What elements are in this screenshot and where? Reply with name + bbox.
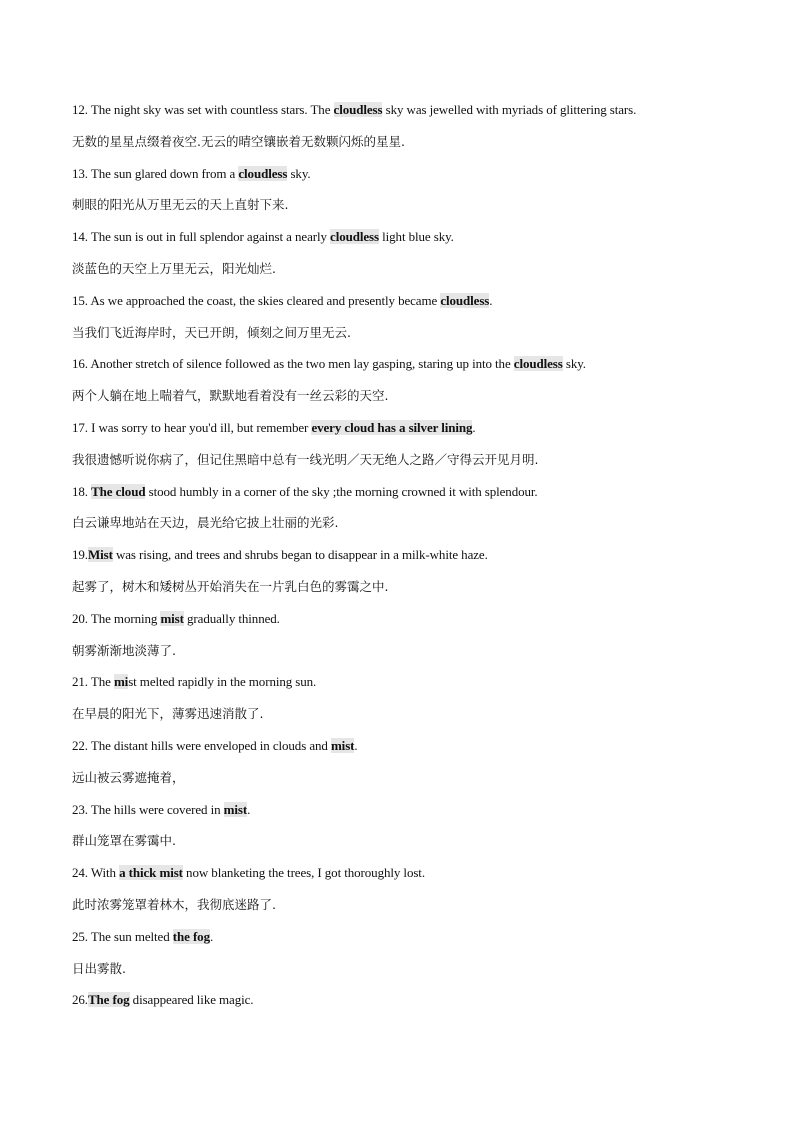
english-sentence <box>72 476 732 508</box>
sentence-text: . <box>209 928 214 944</box>
chinese-translation: 我很遗憾听说你病了，但记住黑暗中总有一线光明／天无绝人之路／守得云开见月明. <box>72 451 539 467</box>
chinese-translation: 群山笼罩在雾霭中. <box>72 833 176 849</box>
sentence-text: disappeared like magic. <box>129 992 254 1008</box>
highlighted-keyword: The fog <box>87 992 130 1008</box>
english-sentence <box>72 539 732 571</box>
chinese-translation: 无数的星星点缀着夜空.无云的晴空镶嵌着无数颗闪烁的星星. <box>72 133 405 149</box>
english-sentence <box>72 666 732 698</box>
sentence-text: 26. <box>72 992 88 1008</box>
english-sentence <box>72 603 732 635</box>
chinese-translation: 淡蓝色的天空上万里无云，阳光灿烂. <box>72 260 276 276</box>
highlighted-keyword: cloudless <box>513 356 563 372</box>
highlighted-keyword: cloudless <box>440 292 490 308</box>
sentence-text: 14. The sun is out in full splendor against a nearly <box>72 229 331 245</box>
english-sentence <box>72 921 732 953</box>
highlighted-keyword: every cloud has a silver lining <box>311 419 473 435</box>
sentence-text: . <box>489 292 493 308</box>
highlighted-keyword: The cloud <box>91 483 146 499</box>
sentence-text: gradually thinned. <box>183 610 280 626</box>
sentence-text: 12. The night sky was set with countless stars. The <box>72 102 334 117</box>
sentence-text: 17. I was sorry to hear you'd ill, but remember <box>72 419 312 435</box>
highlighted-keyword: mist <box>223 801 248 817</box>
sentence-text: 19. <box>72 547 88 563</box>
sentence-text: 13. The sun glared down from a <box>72 165 239 181</box>
highlighted-keyword: mist <box>330 737 355 753</box>
chinese-translation: 当我们飞近海岸时，天已开朗，倾刻之间万里无云. <box>72 324 351 340</box>
highlighted-keyword: cloudless <box>330 229 379 245</box>
english-sentence <box>72 730 732 762</box>
chinese-translation: 朝雾渐渐地淡薄了. <box>72 642 176 658</box>
sentence-text: 24. With <box>72 865 120 881</box>
sentence-text: st melted rapidly in the morning sun. <box>128 674 317 690</box>
english-sentence <box>72 94 732 126</box>
highlighted-keyword: a thick mist <box>119 865 183 881</box>
highlighted-keyword: the fog <box>172 928 210 944</box>
highlighted-keyword: Mist <box>87 547 113 563</box>
chinese-translation: 在早晨的阳光下，薄雾迅速消散了. <box>72 706 264 722</box>
english-sentence <box>72 857 732 889</box>
sentence-text: sky. <box>287 165 311 181</box>
sentence-text: 21. The <box>72 674 114 690</box>
highlighted-keyword: mi <box>113 674 129 690</box>
sentence-list <box>72 94 732 1016</box>
chinese-translation: 刺眼的阳光从万里无云的天上直射下来. <box>72 197 289 213</box>
sentence-text: . <box>354 737 358 753</box>
sentence-text: . <box>472 419 476 435</box>
sentence-text: now blanketing the trees, I got thoroughly lost. <box>182 865 425 881</box>
chinese-translation: 此时浓雾笼罩着林木，我彻底迷路了. <box>72 896 276 912</box>
sentence-text: . <box>247 801 251 817</box>
sentence-text: was rising, and trees and shrubs began to disappear in a milk-white haze. <box>112 547 488 563</box>
highlighted-keyword: mist <box>160 610 184 626</box>
sentence-text: 22. The distant hills were enveloped in clouds and <box>72 737 331 753</box>
sentence-text: stood humbly in a corner of the sky ;the morning crowned it with splendour. <box>145 483 538 499</box>
chinese-translation: 白云谦卑地站在天边，晨光给它披上壮丽的光彩. <box>72 515 339 531</box>
chinese-translation: 两个人躺在地上喘着气，默默地看着没有一丝云彩的天空. <box>72 388 389 404</box>
chinese-translation: 日出雾散. <box>72 960 126 976</box>
highlighted-keyword: cloudless <box>238 165 288 181</box>
sentence-text: 25. The sun melted <box>72 928 173 944</box>
english-sentence <box>72 158 732 190</box>
sentence-text: 23. The hills were covered in <box>72 801 224 817</box>
english-sentence <box>72 794 732 826</box>
sentence-text: 20. The morning <box>72 610 161 626</box>
sentence-text: sky. <box>562 356 586 372</box>
english-sentence <box>72 348 732 380</box>
english-sentence <box>72 221 732 253</box>
sentence-text: light blue sky. <box>378 229 454 245</box>
sentence-text: 18. <box>72 483 92 499</box>
chinese-translation: 起雾了，树木和矮树丛开始消失在一片乳白色的雾霭之中. <box>72 578 389 594</box>
english-sentence <box>72 984 732 1016</box>
english-sentence <box>72 412 732 444</box>
sentence-text: sky was jewelled with myriads of glittering stars. <box>382 102 637 117</box>
highlighted-keyword: cloudless <box>333 102 383 117</box>
sentence-text: 16. Another stretch of silence followed as the two men lay gasping, staring up into the <box>72 356 514 372</box>
sentence-text: 15. As we approached the coast, the skies cleared and presently became <box>72 292 441 308</box>
chinese-translation: 远山被云雾遮掩着， <box>72 769 185 785</box>
english-sentence <box>72 285 732 317</box>
